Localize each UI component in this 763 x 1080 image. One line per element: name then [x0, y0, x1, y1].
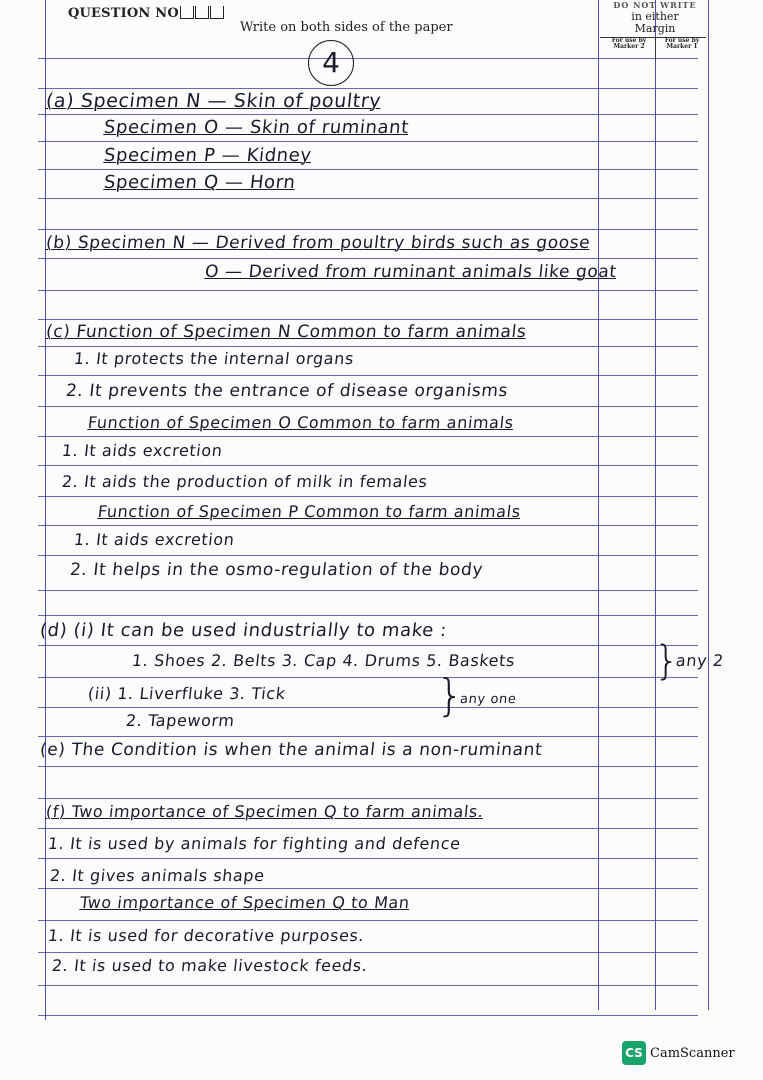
- marker2-cell: For use by Marker 2: [611, 37, 647, 50]
- ruled-line: [38, 985, 698, 986]
- question-no-label: [68, 6, 224, 21]
- camscanner-logo-icon: CS: [622, 1041, 646, 1065]
- ruled-line: [38, 888, 698, 889]
- ruled-line: [38, 736, 698, 737]
- ruled-line: [38, 346, 698, 347]
- ruled-line: [38, 858, 698, 859]
- answer-line: 1. It protects the internal organs: [73, 349, 355, 368]
- answer-line: 1. It is used by animals for fighting and defence: [47, 834, 462, 853]
- camscanner-watermark: [622, 1041, 735, 1065]
- answer-line: (b) Specimen N — Derived from poultry birds such as goose: [44, 233, 592, 253]
- answer-line: 2. It is used to make livestock feeds.: [51, 956, 369, 975]
- margin-box-title: DO NOT WRITE: [613, 0, 697, 10]
- qno-box-3: [210, 6, 224, 19]
- ruled-line: [38, 319, 698, 320]
- margin-box-line1: in either: [631, 10, 679, 23]
- ruled-line: [38, 952, 698, 953]
- qno-box-2: [195, 6, 209, 19]
- answer-line: Function of Specimen O Common to farm animals: [87, 413, 515, 432]
- ruled-line: [38, 465, 698, 466]
- ruled-line: [38, 496, 698, 497]
- instruction-text: Write on both sides of the paper: [240, 20, 453, 35]
- question-number: 4: [308, 40, 354, 86]
- qno-box-1: [180, 6, 194, 19]
- right-margin-line-3: [708, 0, 709, 1010]
- answer-line: (ii) 1. Liverfluke 3. Tick: [87, 684, 287, 703]
- answer-line: Specimen Q — Horn: [102, 172, 297, 193]
- left-margin-line: [45, 0, 46, 1020]
- ruled-line: [38, 436, 698, 437]
- ruled-line: [38, 169, 698, 170]
- answer-line: Specimen O — Skin of ruminant: [102, 117, 410, 138]
- ruled-line: [38, 828, 698, 829]
- ruled-line: [38, 920, 698, 921]
- any-two-brace: }: [654, 638, 680, 684]
- ruled-line: [38, 615, 698, 616]
- answer-line: 1. Shoes 2. Belts 3. Cap 4. Drums 5. Baskets: [131, 651, 517, 670]
- ruled-line: [38, 114, 698, 115]
- ruled-line: [38, 290, 698, 291]
- answer-line: 2. Tapeworm: [125, 711, 236, 730]
- ruled-line: [38, 766, 698, 767]
- answer-line: 1. It is used for decorative purposes.: [47, 926, 366, 945]
- margin-box-vdivider: [655, 37, 656, 60]
- answer-line: (a) Specimen N — Skin of poultry: [44, 90, 383, 112]
- ruled-line: [38, 707, 698, 708]
- margin-box: [600, 0, 710, 60]
- ruled-line: [38, 229, 698, 230]
- ruled-line: [38, 141, 698, 142]
- answer-line: 2. It gives animals shape: [49, 866, 266, 885]
- ruled-line: [38, 58, 698, 59]
- ruled-line: [38, 1015, 698, 1016]
- answer-line: any 2: [675, 651, 725, 670]
- answer-line: Function of Specimen P Common to farm animals: [97, 502, 522, 521]
- answer-line: 2. It prevents the entrance of disease organisms: [64, 381, 510, 401]
- ruled-line: [38, 198, 698, 199]
- ruled-line: [38, 258, 698, 259]
- answer-line: 2. It aids the production of milk in females: [61, 472, 429, 491]
- ruled-line: [38, 88, 698, 89]
- answer-line: (c) Function of Specimen N Common to farm animals: [44, 322, 528, 342]
- answer-line: Specimen P — Kidney: [102, 145, 313, 166]
- ruled-line: [38, 677, 698, 678]
- answer-line: (f) Two importance of Specimen Q to farm animals.: [45, 802, 485, 821]
- ruled-line: [38, 555, 698, 556]
- answer-line: (e) The Condition is when the animal is a non-ruminant: [38, 740, 544, 760]
- answer-line: O — Derived from ruminant animals like goat: [203, 262, 618, 282]
- answer-line: 1. It aids excretion: [61, 441, 224, 460]
- answer-line: (d) (i) It can be used industrially to make :: [38, 620, 448, 641]
- question-no-text: QUESTION NO: [68, 6, 179, 21]
- answer-line: 1. It aids excretion: [73, 530, 236, 549]
- ruled-line: [38, 590, 698, 591]
- ruled-line: [38, 798, 698, 799]
- answer-line: any one: [459, 692, 518, 707]
- answer-line: 2. It helps in the osmo-regulation of the body: [68, 560, 485, 580]
- ruled-line: [38, 525, 698, 526]
- any-one-brace: }: [436, 670, 464, 721]
- camscanner-text: CamScanner: [650, 1045, 735, 1061]
- margin-box-line2: Margin: [634, 22, 676, 35]
- ruled-line: [38, 645, 698, 646]
- ruled-line: [38, 406, 698, 407]
- ruled-line: [38, 375, 698, 376]
- marker1-cell: For use by Marker 1: [664, 37, 700, 50]
- answer-line: Two importance of Specimen Q to Man: [79, 893, 411, 912]
